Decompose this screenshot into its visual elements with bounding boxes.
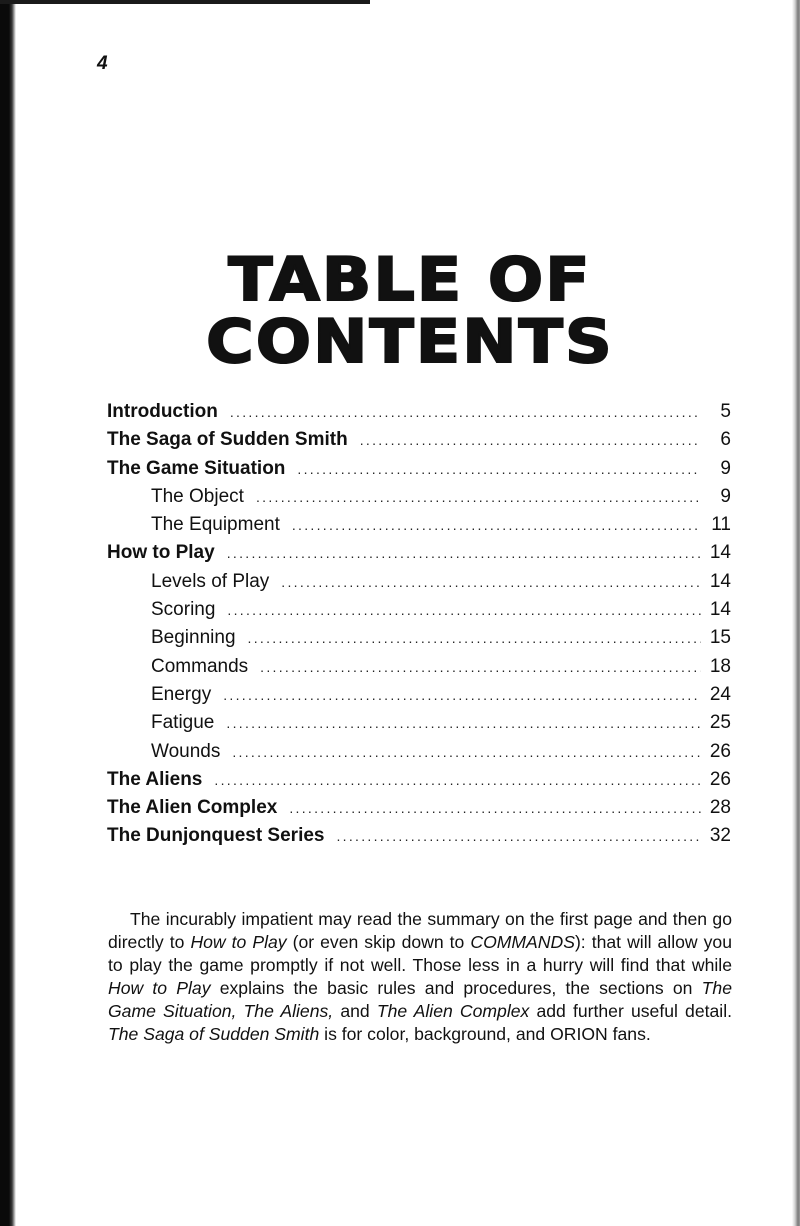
page-title-line-2: CONTENTS (206, 307, 614, 377)
toc-entry-page: 9 (720, 485, 731, 507)
note-ref-how-to-play-2: How to Play (108, 978, 211, 998)
toc-entry-label: The Dunjonquest Series (107, 825, 325, 847)
note-ref-game-situation-aliens: The Game Situation, The Aliens, (108, 978, 732, 1021)
scan-left-edge (0, 0, 16, 1226)
toc-entry (107, 624, 731, 652)
toc-entry-label: The Equipment (151, 514, 280, 536)
intro-note-paragraph (108, 908, 732, 1046)
toc-entry-label: The Saga of Sudden Smith (107, 429, 348, 451)
toc-entry-label: Fatigue (151, 712, 215, 734)
toc-dot-leader (230, 398, 701, 426)
toc-entry-label: Beginning (151, 627, 236, 649)
toc-entry-page: 28 (709, 797, 731, 819)
toc-entry-label: Energy (151, 683, 212, 705)
toc-entry-page: 18 (709, 655, 731, 677)
toc-dot-leader (227, 596, 701, 624)
note-ref-commands: COMMANDS (470, 932, 575, 952)
note-text-1: The incurably impatient may read the summary on the first page and then go directly to (108, 909, 732, 952)
toc-entry (107, 539, 731, 567)
note-text-4: explains the basic rules and procedures, the sections on (210, 978, 702, 998)
toc-dot-leader (226, 709, 701, 737)
table-of-contents (107, 398, 731, 851)
toc-entry-label: How to Play (107, 542, 215, 564)
toc-dot-leader (289, 794, 701, 822)
toc-dot-leader (232, 738, 701, 766)
toc-entry (107, 681, 731, 709)
page-number: 4 (97, 53, 108, 74)
scan-right-edge (792, 0, 800, 1226)
toc-entry (107, 709, 731, 737)
toc-dot-leader (214, 766, 701, 794)
note-ref-alien-complex: The Alien Complex (376, 1001, 530, 1021)
note-text-6: add further useful detail. (529, 1001, 733, 1021)
toc-entry-page: 14 (709, 570, 731, 592)
toc-entry-page: 32 (709, 825, 731, 847)
toc-entry (107, 455, 731, 483)
toc-dot-leader (281, 568, 701, 596)
toc-entry-page: 25 (709, 712, 731, 734)
toc-dot-leader (297, 455, 701, 483)
toc-entry (107, 653, 731, 681)
toc-dot-leader (223, 681, 701, 709)
toc-dot-leader (256, 483, 701, 511)
toc-entry-page: 26 (709, 768, 731, 790)
note-text-2: (or even skip down to (286, 932, 471, 952)
toc-entry (107, 738, 731, 766)
toc-entry (107, 398, 731, 426)
toc-dot-leader (336, 822, 701, 850)
toc-dot-leader (227, 539, 701, 567)
note-ref-saga: The Saga of Sudden Smith (108, 1024, 320, 1044)
toc-entry (107, 426, 731, 454)
note-text-5: and (333, 1001, 377, 1021)
toc-entry-label: Commands (151, 655, 249, 677)
toc-entry (107, 794, 731, 822)
toc-entry-label: The Alien Complex (107, 797, 278, 819)
page-title-line-1: TABLE OF (228, 245, 592, 315)
toc-entry (107, 822, 731, 850)
toc-entry-page: 11 (711, 514, 731, 536)
toc-entry-page: 15 (709, 627, 731, 649)
toc-entry (107, 483, 731, 511)
toc-entry-page: 26 (709, 740, 731, 762)
note-ref-how-to-play: How to Play (190, 932, 287, 952)
toc-entry-label: The Aliens (107, 768, 203, 790)
note-text-7: is for color, background, and ORION fans. (319, 1024, 651, 1044)
toc-dot-leader (260, 653, 701, 681)
toc-dot-leader (292, 511, 701, 539)
toc-entry-label: The Game Situation (107, 457, 286, 479)
toc-entry-page: 5 (720, 401, 731, 422)
toc-entry (107, 766, 731, 794)
toc-entry-page: 14 (709, 542, 731, 564)
toc-entry-page: 24 (709, 683, 731, 705)
toc-entry-page: 9 (720, 457, 731, 479)
toc-entry (107, 568, 731, 596)
toc-dot-leader (360, 426, 701, 454)
toc-entry-label: Levels of Play (151, 570, 270, 592)
toc-entry (107, 511, 731, 539)
note-text-3: ): that will allow you to play the game promptly if not well. Those less in a hurry will find that while (108, 932, 732, 975)
toc-dot-leader (248, 624, 701, 652)
scan-top-edge (0, 0, 370, 4)
toc-entry-label: The Object (151, 485, 244, 507)
toc-entry-label: Introduction (107, 401, 218, 422)
toc-entry-label: Scoring (151, 599, 216, 621)
toc-entry-page: 6 (720, 429, 731, 451)
toc-entry (107, 596, 731, 624)
toc-entry-label: Wounds (151, 740, 221, 762)
toc-entry-page: 14 (709, 599, 731, 621)
